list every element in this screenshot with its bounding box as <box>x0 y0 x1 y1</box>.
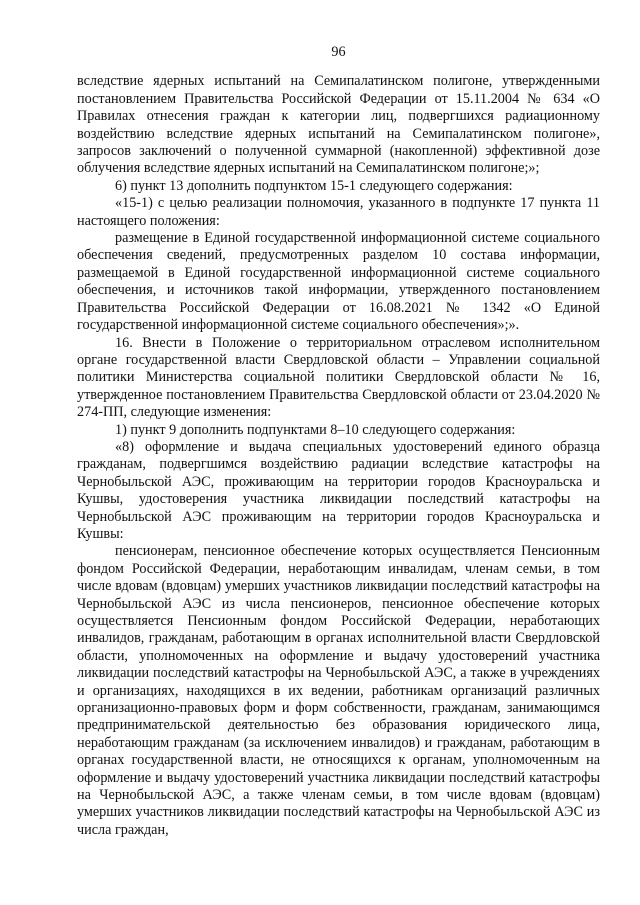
paragraph-subitem-8: «8) оформление и выдача специальных удостоверений единого образца гражданам, подвергшимся воздействию радиации вследствие катастрофы на Чернобыльской АЭС, проживающим на территории городов Красноуральска и Кушвы, удостоверения участника ликвидации последствий катастрофы на Чернобыльской АЭС проживающим на территории городов Красноуральска и Кушвы: <box>77 438 600 542</box>
paragraph-placement: размещение в Единой государственной информационной системе социального обеспечения сведений, предусмотренных разделом 10 состава информации, размещаемой в Единой государственной информационной системе социального обеспечения, и источников такой информации, утвержденного постановлением Правительства Российской Федерации от 16.08.2021 № 1342 «О Единой государственной информационной системе социального обеспечения»;». <box>77 230 600 334</box>
paragraph-subitem-15-1: «15-1) с целью реализации полномочия, указанного в подпункте 17 пункта 11 настоящего положения: <box>77 195 600 229</box>
paragraph-item-6: 6) пункт 13 дополнить подпунктом 15-1 следующего содержания: <box>115 177 513 194</box>
paragraph-continuation: вследствие ядерных испытаний на Семипалатинском полигоне, утвержденными постановлением Правительства Российской Федерации от 15.11.2004 № 634 «О Правилах отнесения граждан к категории лиц, подвергшихся радиационному воздействию вследствие ядерных испытаний на Семипалатинском полигоне», запросов заключений о полученной суммарной (накопленной) эффективной дозе облучения вследствие ядерных испытаний на Семипалатинском полигоне;»; <box>77 73 600 177</box>
page-number: 96 <box>331 44 346 60</box>
paragraph-item-1: 1) пункт 9 дополнить подпунктами 8–10 следующего содержания: <box>115 421 516 438</box>
paragraph-item-16: 16. Внести в Положение о территориальном отраслевом исполнительном органе государственной власти Свердловской области – Управлении социальной политики Министерства социальной политики Свердловской области № 16, утвержденное постановлением Правительства Свердловской области от 23.04.2020 № 274-ПП, следующие изменения: <box>77 334 600 421</box>
paragraph-pensioners: пенсионерам, пенсионное обеспечение которых осуществляется Пенсионным фондом Российской Федерации, неработающим инвалидам, членам семьи, в том числе вдовам (вдовцам) умерших участников ликвидации последствий катастрофы на Чернобыльской АЭС из числа пенсионеров, пенсионное обеспечение которых осуществляется Пенсионным фондом Российской Федерации, неработающих инвалидов, гражданам, работающим в органах исполнительной власти Свердловской области, уполномоченных на оформление и выдачу удостоверений участника ликвидации последствий катастрофы на Чернобыльской АЭС, а также в учреждениях и организациях, находящихся в их ведении, работникам организаций различных организационно-правовых форм и форм собственности, гражданам, занимающимся предпринимательской деятельностью без образования юридического лица, неработающим гражданам (за исключением инвалидов) и гражданам, работающим в органах государственной власти, не относящихся к органам, уполномоченным на оформление и выдачу удостоверений участника ликвидации последствий катастрофы на Чернобыльской АЭС, а также членам семьи, в том числе вдовам (вдовцам) умерших участников ликвидации последствий катастрофы на Чернобыльской АЭС из числа граждан, <box>77 543 600 838</box>
